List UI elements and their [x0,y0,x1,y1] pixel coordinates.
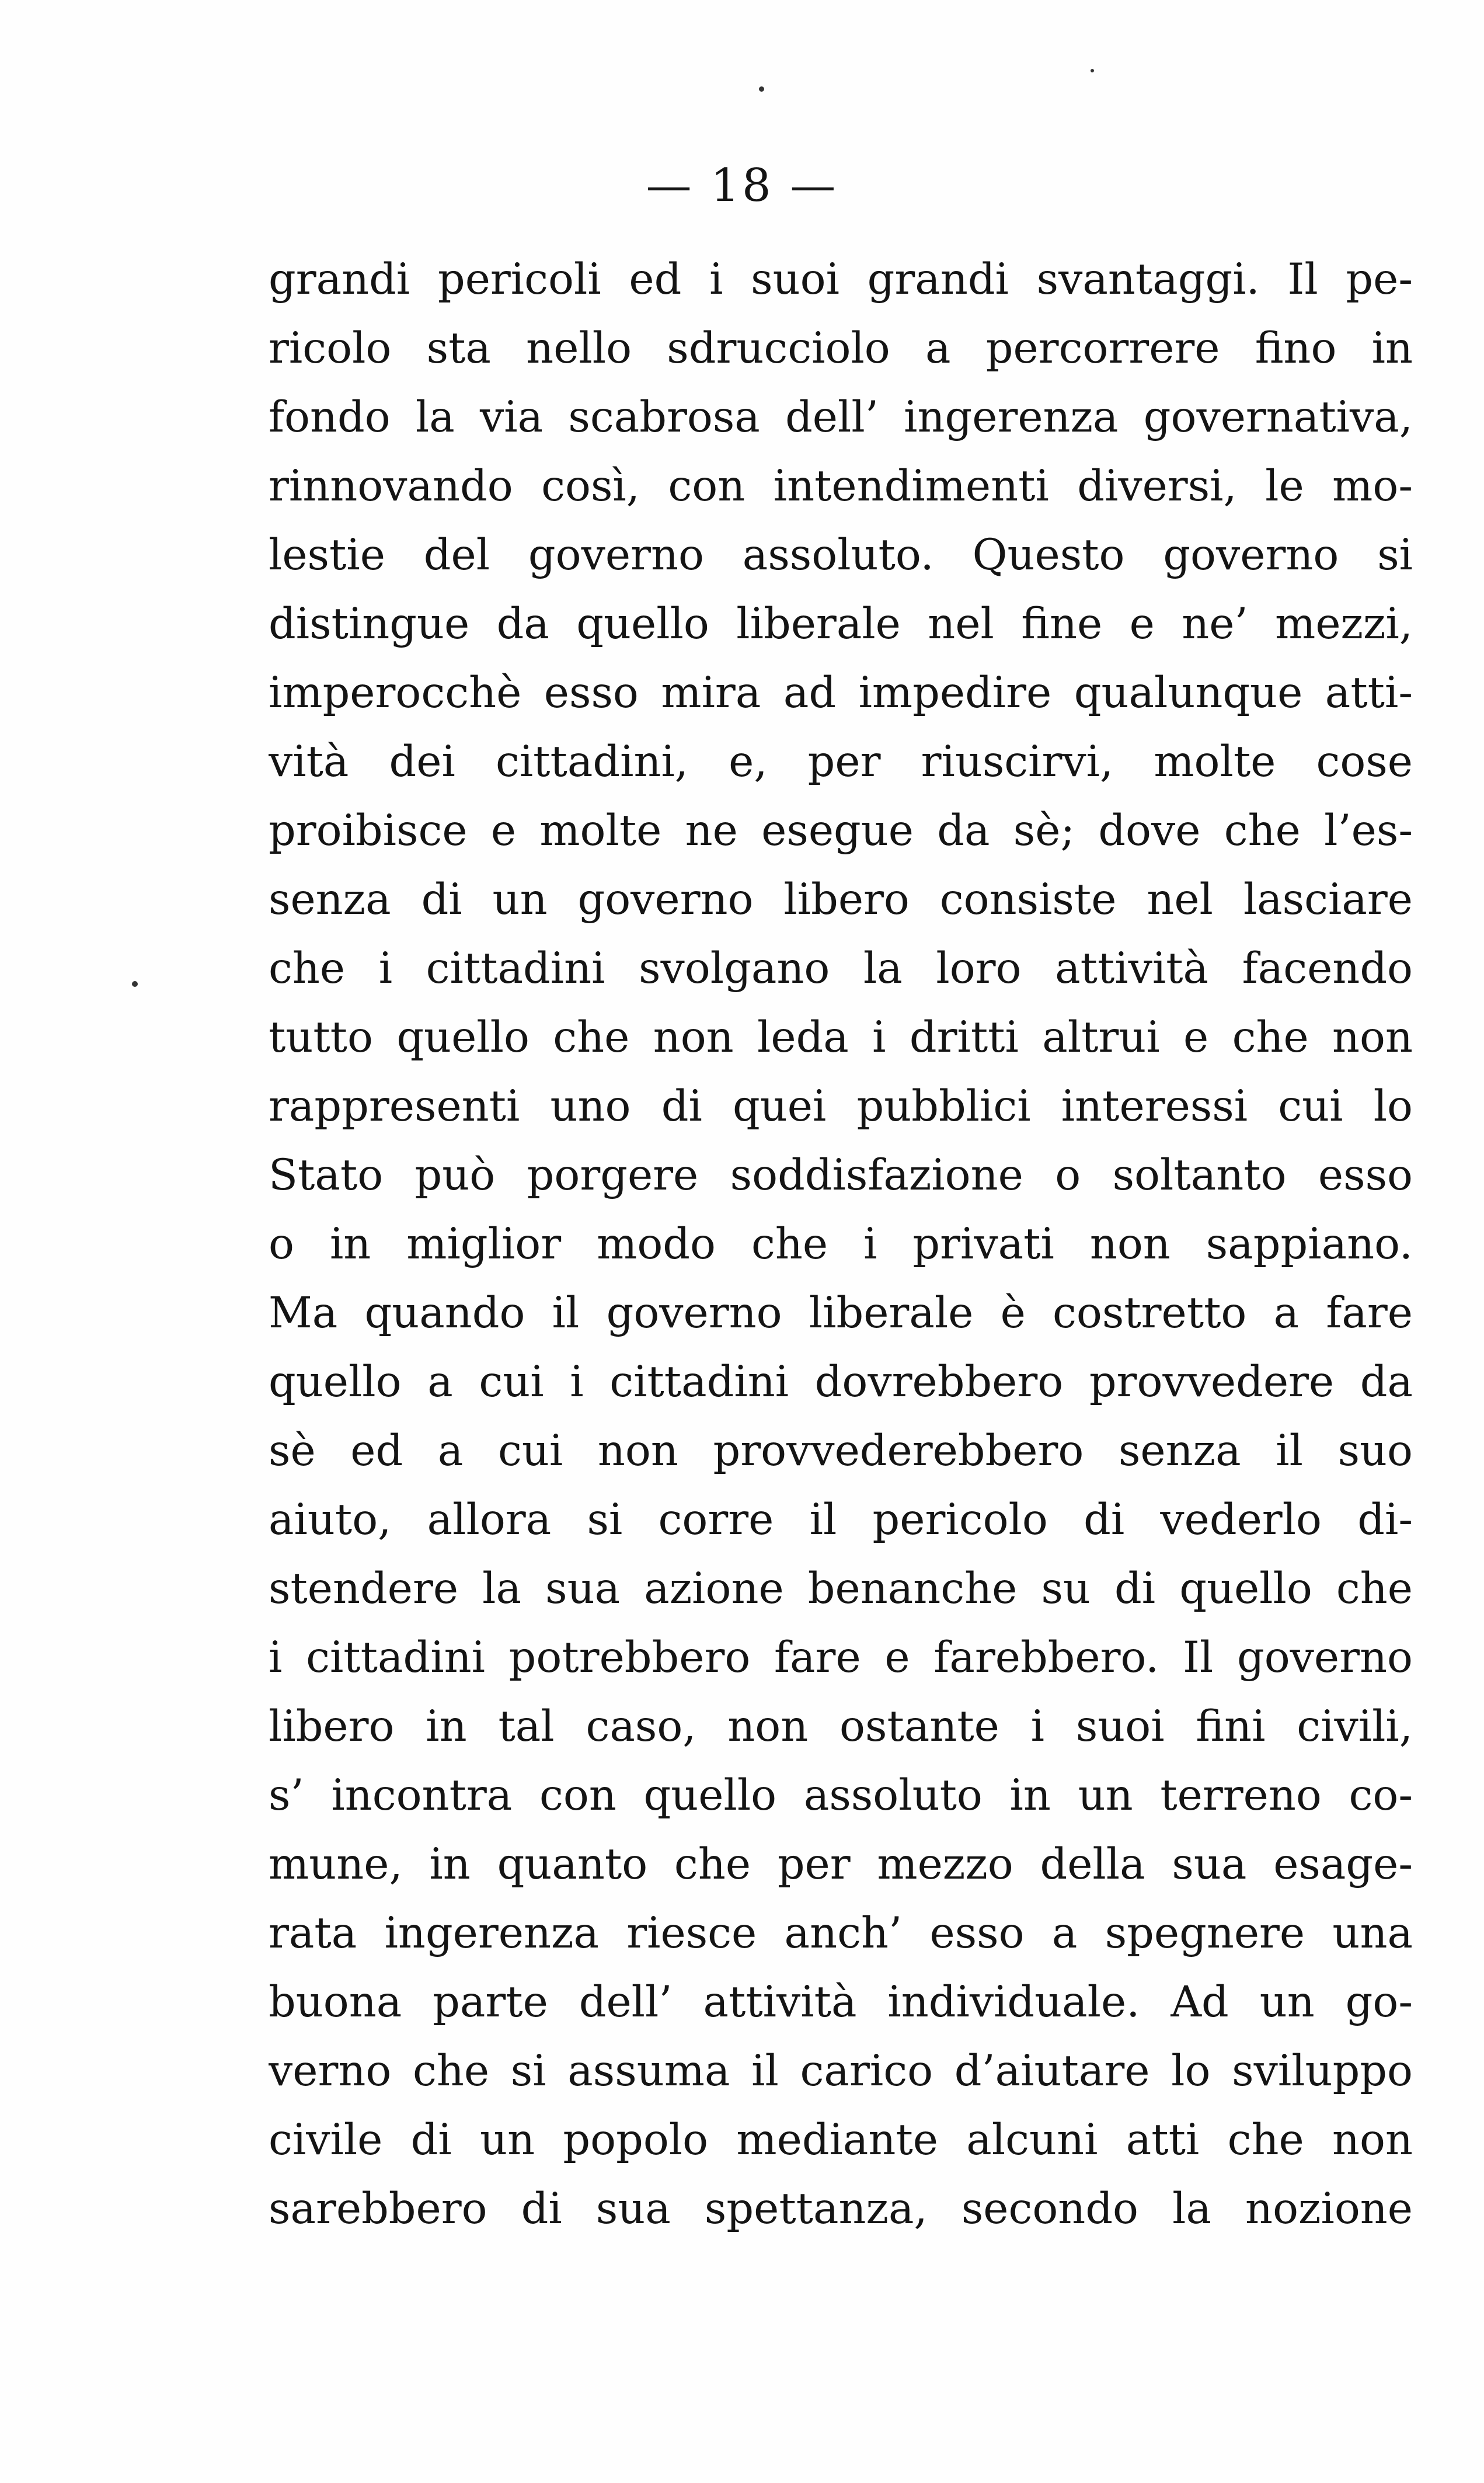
scan-speck [1091,69,1094,72]
text-line: rata ingerenza riesce anch’ esso a spegnere una [269,1908,1413,1958]
text-line: sarebbero di sua spettanza, secondo la nozione [269,2184,1413,2234]
text-line: verno che si assuma il carico d’aiutare lo sviluppo [269,2046,1413,2096]
text-line: Ma quando il governo liberale è costretto a fare [269,1288,1413,1338]
text-line: fondo la via scabrosa dell’ ingerenza governativa, [269,392,1413,442]
text-line: sè ed a cui non provvederebbero senza il suo [269,1426,1413,1476]
text-line: civile di un popolo mediante alcuni atti che non [269,2115,1413,2165]
text-line: rinnovando così, con intendimenti diversi, le mo- [269,461,1413,511]
text-line: Stato può porgere soddisfazione o soltanto esso [269,1150,1413,1200]
scan-speck [132,981,138,987]
text-line: s’ incontra con quello assoluto in un terreno co- [269,1771,1413,1820]
text-line: quello a cui i cittadini dovrebbero provvedere da [269,1357,1413,1407]
text-line: stendere la sua azione benanche su di quello che [269,1564,1413,1613]
text-line: aiuto, allora si corre il pericolo di vederlo di- [269,1495,1413,1545]
text-line: senza di un governo libero consiste nel lasciare [269,875,1413,924]
page-number: — 18 — [646,159,838,212]
text-line: grandi pericoli ed i suoi grandi svantaggi. Il pe- [269,255,1413,304]
scan-speck [759,86,764,92]
text-line: buona parte dell’ attività individuale. Ad un go- [269,1977,1413,2027]
text-line: rappresenti uno di quei pubblici interessi cui lo [269,1081,1413,1131]
text-line: lestie del governo assoluto. Questo governo si [269,530,1413,580]
text-line: imperocchè esso mira ad impedire qualunque atti- [269,668,1413,718]
text-line: tutto quello che non leda i dritti altrui e che non [269,1013,1413,1062]
body-text [269,245,1413,2244]
text-line: i cittadini potrebbero fare e farebbero. Il governo [269,1633,1413,1682]
text-line: mune, in quanto che per mezzo della sua esage- [269,1839,1413,1889]
text-line: o in miglior modo che i privati non sappiano. [269,1219,1413,1269]
text-line: ricolo sta nello sdrucciolo a percorrere fino in [269,324,1413,373]
text-line: che i cittadini svolgano la loro attività facendo [269,944,1413,993]
text-line: vità dei cittadini, e, per riuscirvi, molte cose [269,737,1413,787]
text-line: distingue da quello liberale nel fine e ne’ mezzi, [269,599,1413,649]
text-line: libero in tal caso, non ostante i suoi fini civili, [269,1702,1413,1751]
text-line: proibisce e molte ne esegue da sè; dove che l’es- [269,806,1413,856]
